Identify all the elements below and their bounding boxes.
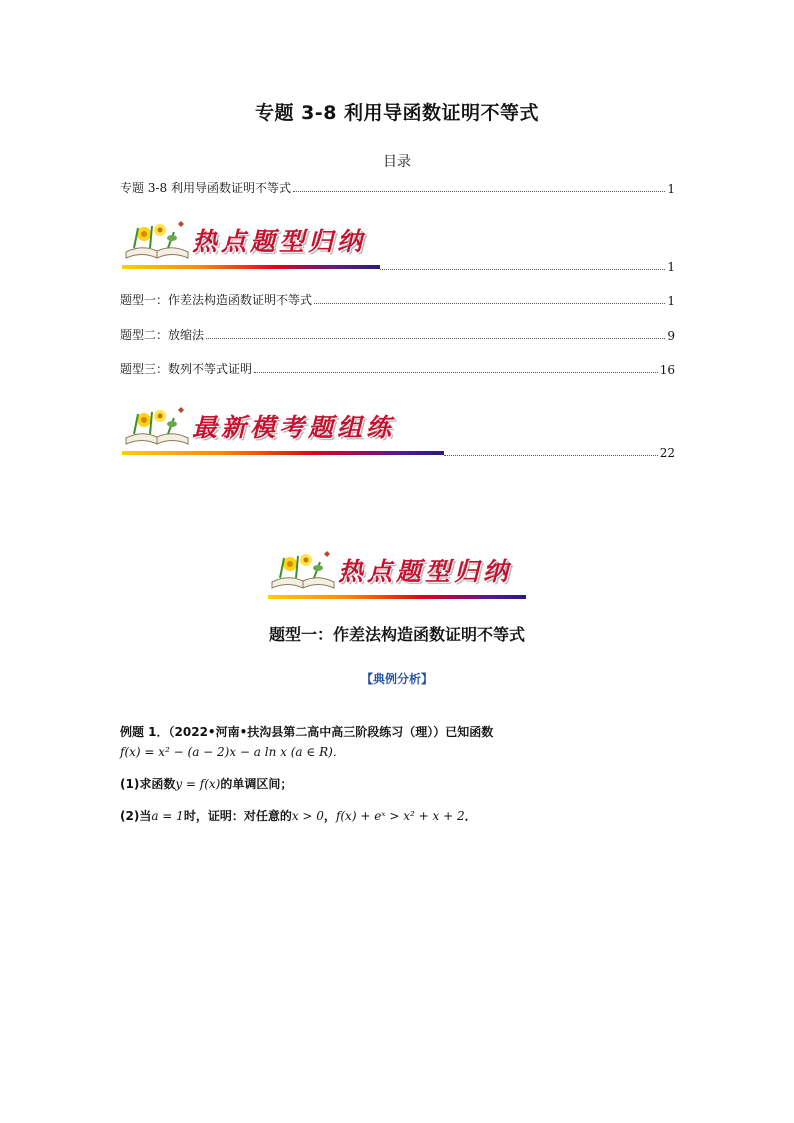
toc-entry-type-3[interactable] bbox=[120, 359, 675, 377]
part-2-end: ． bbox=[464, 809, 477, 823]
toc-entry-page: 22 bbox=[659, 446, 675, 460]
function-definition: f(x) = x² − (a − 2)x − a ln x (a ∈ R)． bbox=[120, 745, 345, 759]
toc-dot-leader bbox=[380, 268, 665, 270]
toc-entry-text: 专题 3-8 利用导函数证明不等式 bbox=[120, 181, 291, 195]
toc-entry-latest-mock[interactable] bbox=[120, 442, 675, 460]
toc-heading: 目录 bbox=[383, 154, 411, 170]
example-1 bbox=[120, 722, 680, 826]
example-intro bbox=[120, 722, 680, 742]
part-2-inequality: f(x) + eˣ > x² + x + 2 bbox=[335, 809, 465, 823]
toc-entry-title[interactable] bbox=[120, 178, 675, 196]
part-2-prefix: (2)当 bbox=[120, 809, 152, 823]
example-part-1 bbox=[120, 774, 680, 794]
banner-label: 热点题型归纳 bbox=[338, 557, 513, 586]
part-2-variable: x > 0 bbox=[291, 809, 324, 823]
toc-dot-leader bbox=[444, 454, 658, 456]
toc-entry-page: 1 bbox=[667, 294, 675, 308]
toc-entry-page: 16 bbox=[659, 363, 675, 377]
toc-entry-type-1[interactable] bbox=[120, 290, 675, 308]
toc-dot-leader bbox=[206, 337, 665, 339]
toc-entry-type-2[interactable] bbox=[120, 325, 675, 343]
toc-entry-page: 1 bbox=[667, 260, 675, 274]
toc-dot-leader bbox=[314, 302, 665, 304]
toc-entry-text: 题型三：数列不等式证明 bbox=[120, 362, 253, 376]
toc-entry-hot-types[interactable] bbox=[120, 256, 675, 274]
analysis-label: 【典例分析】 bbox=[360, 672, 433, 686]
section-heading: 题型一：作差法构造函数证明不等式 bbox=[268, 625, 525, 644]
example-label: 例题 1． bbox=[120, 725, 169, 739]
banner-underline bbox=[268, 595, 526, 599]
example-function bbox=[120, 742, 680, 762]
toc-dot-leader bbox=[254, 371, 658, 373]
part-2-comma: ， bbox=[323, 809, 336, 823]
toc-dot-leader bbox=[293, 190, 665, 192]
part-2-condition: a = 1 bbox=[151, 809, 184, 823]
banner-label: 热点题型归纳 bbox=[192, 227, 367, 256]
part-1-prefix: (1)求函数 bbox=[120, 777, 176, 791]
part-1-math: y = f(x) bbox=[175, 777, 221, 791]
document-title: 专题 3-8 利用导函数证明不等式 bbox=[254, 102, 540, 124]
toc-entry-text: 题型二：放缩法 bbox=[120, 328, 205, 342]
toc-entry-page: 1 bbox=[667, 182, 675, 196]
part-1-suffix: 的单调区间； bbox=[220, 777, 293, 791]
toc-entry-page: 9 bbox=[667, 329, 675, 343]
banner-label: 最新模考题组练 bbox=[192, 413, 396, 442]
part-2-mid: 时，证明：对任意的 bbox=[183, 809, 292, 823]
toc-entry-text: 题型一：作差法构造函数证明不等式 bbox=[120, 293, 313, 307]
example-source: （2022•河南•扶沟县第二高中高三阶段练习（理））已知函数 bbox=[168, 725, 494, 739]
example-part-2 bbox=[120, 806, 680, 826]
banner-hot-types-section bbox=[268, 548, 512, 592]
open-book-flowers-icon bbox=[268, 548, 338, 592]
